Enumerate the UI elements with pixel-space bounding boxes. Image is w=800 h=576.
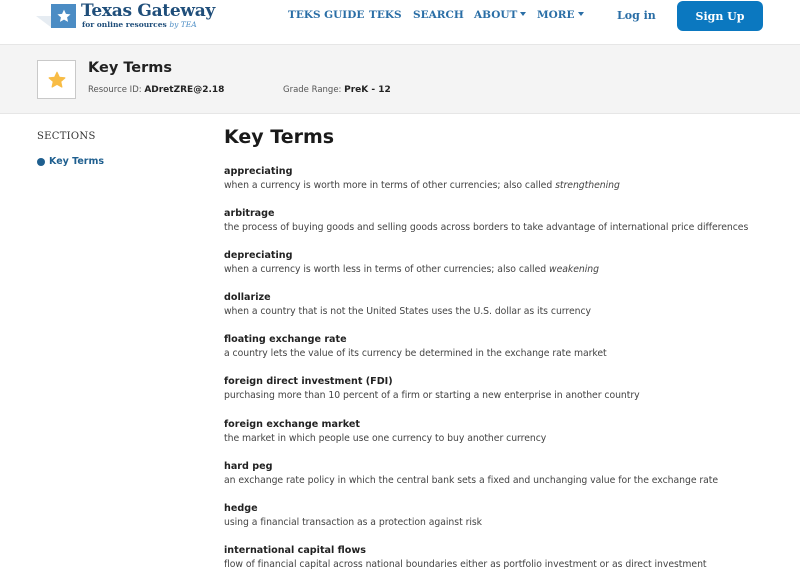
- sign-up-button[interactable]: Sign Up: [677, 1, 763, 31]
- definition-text: the market in which people use one currency to buy another currency: [224, 432, 547, 444]
- page-title: Key Terms: [224, 126, 335, 148]
- nav-label: TEKS GUIDE: [288, 9, 365, 21]
- definition-text: flow of financial capital across national boundaries either as portfolio investment or as direct investment: [224, 558, 707, 570]
- term-definition: [224, 346, 794, 361]
- term-name: dollarize: [224, 292, 271, 304]
- definition-emphasis: weakening: [549, 264, 599, 276]
- term-name: hard peg: [224, 460, 273, 472]
- term-name: international capital flows: [224, 544, 366, 556]
- term-item: [224, 418, 794, 460]
- resource-header: [0, 44, 800, 114]
- term-name: appreciating: [224, 166, 293, 177]
- active-bullet-icon: [37, 158, 45, 166]
- definition-text: purchasing more than 10 percent of a firm or starting a new enterprise in another country: [224, 390, 640, 402]
- term-item: [224, 375, 794, 417]
- definition-text: the process of buying goods and selling goods across borders to take advantage of international price differences: [224, 222, 749, 234]
- nav-about-dropdown[interactable]: [474, 9, 526, 21]
- nav-label: TEKS: [369, 9, 402, 21]
- term-item: [224, 333, 794, 375]
- term-definition: [224, 557, 794, 572]
- term-name: arbitrage: [224, 208, 275, 220]
- nav-label: SEARCH: [413, 9, 464, 21]
- caret-down-icon: [578, 12, 584, 16]
- term-definition: [224, 388, 794, 403]
- logo-title: Texas Gateway: [81, 1, 215, 21]
- definition-text: when a country that is not the United States uses the U.S. dollar as its currency: [224, 306, 591, 318]
- term-definition: [224, 304, 794, 319]
- nav-label: ABOUT: [474, 9, 518, 21]
- term-name: foreign exchange market: [224, 418, 360, 430]
- logo-subtitle: [82, 20, 197, 29]
- term-item: [224, 291, 794, 333]
- resource-title: Key Terms: [88, 60, 173, 76]
- term-definition: [224, 473, 794, 488]
- logo-shadow-decoration: [36, 16, 52, 28]
- definition-text: when a currency is worth less in terms of other currencies; also called: [224, 264, 550, 276]
- logo-subtitle-by: by TEA: [169, 20, 197, 29]
- term-name: foreign direct investment (FDI): [224, 376, 393, 388]
- key-terms-list: [224, 165, 794, 576]
- nav-more-dropdown[interactable]: [537, 9, 584, 21]
- definition-text: using a financial transaction as a protection against risk: [224, 516, 483, 528]
- nav-teks[interactable]: [369, 9, 402, 21]
- resource-id: [88, 85, 224, 95]
- grade-range-label: Grade Range:: [283, 85, 342, 95]
- term-definition: [224, 431, 794, 446]
- term-definition: [224, 262, 794, 277]
- nav-search[interactable]: [413, 9, 464, 21]
- login-link[interactable]: Log in: [617, 9, 656, 22]
- logo-subtitle-text: for online resources: [82, 20, 167, 29]
- term-item: [224, 502, 794, 544]
- definition-text: a country lets the value of its currency be determined in the exchange rate market: [224, 348, 607, 360]
- term-item: [224, 207, 794, 249]
- grade-range: [283, 85, 391, 95]
- resource-id-value: ADretZRE@2.18: [144, 85, 225, 95]
- top-navbar: [0, 0, 800, 34]
- logo-star-icon: [51, 4, 76, 28]
- term-name: floating exchange rate: [224, 334, 347, 346]
- resource-id-label: Resource ID:: [88, 85, 142, 95]
- term-name: hedge: [224, 502, 258, 514]
- nav-label: MORE: [537, 9, 575, 21]
- term-definition: [224, 220, 794, 235]
- term-item: [224, 165, 794, 207]
- nav-teks-guide[interactable]: [288, 9, 364, 21]
- caret-down-icon: [520, 12, 526, 16]
- definition-text: an exchange rate policy in which the central bank sets a fixed and unchanging value for the exchange rate: [224, 474, 719, 486]
- term-item: [224, 460, 794, 502]
- definition-emphasis: strengthening: [555, 180, 620, 191]
- section-link-label: Key Terms: [49, 156, 105, 167]
- sections-heading: SECTIONS: [37, 131, 96, 142]
- term-item: [224, 544, 794, 576]
- resource-star-icon: [37, 60, 76, 99]
- term-definition: [224, 178, 794, 193]
- term-item: [224, 249, 794, 291]
- term-definition: [224, 515, 794, 530]
- term-name: depreciating: [224, 250, 293, 262]
- texas-gateway-logo[interactable]: [36, 2, 236, 32]
- section-link-key-terms[interactable]: [37, 156, 104, 167]
- grade-range-value: PreK - 12: [344, 85, 391, 95]
- definition-text: when a currency is worth more in terms of other currencies; also called: [224, 180, 556, 191]
